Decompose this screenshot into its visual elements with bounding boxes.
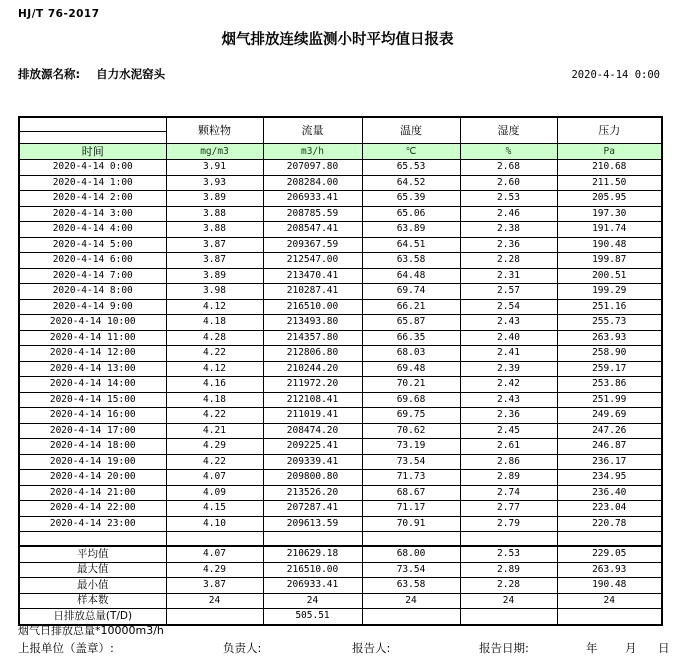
value-cell: 206933.41 — [263, 191, 362, 207]
value-cell: 2.57 — [460, 284, 557, 300]
summary-label-cell: 最小值 — [19, 578, 166, 594]
time-cell: 2020-4-14 4:00 — [19, 222, 166, 238]
time-cell: 2020-4-14 20:00 — [19, 470, 166, 486]
value-cell: 208474.20 — [263, 423, 362, 439]
spacer-row — [19, 532, 662, 547]
page-title: 烟气排放连续监测小时平均值日报表 — [221, 32, 454, 48]
value-cell: 2.42 — [460, 377, 557, 393]
value-cell: 63.58 — [362, 253, 460, 269]
value-cell: 4.12 — [166, 361, 263, 377]
summary-label-cell: 样本数 — [19, 593, 166, 609]
table-row — [19, 516, 662, 532]
header-blank-bottom-cell — [19, 132, 166, 144]
table-row — [19, 377, 662, 393]
value-cell: 236.40 — [557, 485, 662, 501]
summary-value-cell: 4.07 — [166, 546, 263, 562]
value-cell: 211019.41 — [263, 408, 362, 424]
col-header-particulate: 颗粒物 — [166, 117, 263, 144]
value-cell: 2.39 — [460, 361, 557, 377]
value-cell: 2.45 — [460, 423, 557, 439]
value-cell: 200.51 — [557, 268, 662, 284]
value-cell: 199.29 — [557, 284, 662, 300]
value-cell: 253.86 — [557, 377, 662, 393]
summary-value-cell: 73.54 — [362, 562, 460, 578]
value-cell: 209339.41 — [263, 454, 362, 470]
source-name: 自力水泥窑头 — [96, 67, 166, 81]
summary-value-cell: 3.87 — [166, 578, 263, 594]
col-header-flow: 流量 — [263, 117, 362, 144]
summary-value-cell: 206933.41 — [263, 578, 362, 594]
summary-value-cell — [166, 609, 263, 625]
value-cell: 65.06 — [362, 206, 460, 222]
time-cell: 2020-4-14 19:00 — [19, 454, 166, 470]
table-row — [19, 315, 662, 331]
value-cell: 205.95 — [557, 191, 662, 207]
summary-value-cell — [460, 609, 557, 625]
table-row — [19, 454, 662, 470]
table-row — [19, 175, 662, 191]
time-cell: 2020-4-14 14:00 — [19, 377, 166, 393]
value-cell: 3.88 — [166, 206, 263, 222]
summary-row — [19, 578, 662, 594]
value-cell: 73.19 — [362, 439, 460, 455]
value-cell: 209800.80 — [263, 470, 362, 486]
value-cell: 209613.59 — [263, 516, 362, 532]
report-datetime: 2020-4-14 0:00 — [571, 69, 660, 81]
value-cell: 2.38 — [460, 222, 557, 238]
summary-value-cell — [557, 609, 662, 625]
value-cell: 64.48 — [362, 268, 460, 284]
summary-value-cell: 263.93 — [557, 562, 662, 578]
value-cell: 2.77 — [460, 501, 557, 517]
value-cell: 65.39 — [362, 191, 460, 207]
col-header-temperature: 温度 — [362, 117, 460, 144]
value-cell: 2.61 — [460, 439, 557, 455]
time-cell: 2020-4-14 7:00 — [19, 268, 166, 284]
value-cell: 211.50 — [557, 175, 662, 191]
value-cell: 4.21 — [166, 423, 263, 439]
value-cell: 2.79 — [460, 516, 557, 532]
value-cell: 4.10 — [166, 516, 263, 532]
value-cell: 210287.41 — [263, 284, 362, 300]
value-cell: 207097.80 — [263, 160, 362, 176]
table-row — [19, 439, 662, 455]
value-cell: 71.17 — [362, 501, 460, 517]
table-row — [19, 485, 662, 501]
table-row — [19, 346, 662, 362]
value-cell: 249.69 — [557, 408, 662, 424]
value-cell: 70.21 — [362, 377, 460, 393]
table-row — [19, 253, 662, 269]
time-cell: 2020-4-14 22:00 — [19, 501, 166, 517]
summary-value-cell: 68.00 — [362, 546, 460, 562]
summary-label-cell: 最大值 — [19, 562, 166, 578]
value-cell: 4.18 — [166, 315, 263, 331]
value-cell: 208284.00 — [263, 175, 362, 191]
month-label: 月 — [625, 641, 637, 655]
source-row — [18, 66, 660, 82]
value-cell: 2.43 — [460, 392, 557, 408]
standard-number: HJ/T 76-2017 — [18, 8, 100, 20]
table-row — [19, 237, 662, 253]
unit-temperature: ℃ — [362, 144, 460, 160]
time-cell: 2020-4-14 1:00 — [19, 175, 166, 191]
header-row-top — [19, 117, 662, 132]
value-cell: 247.26 — [557, 423, 662, 439]
unit-flow: m3/h — [263, 144, 362, 160]
time-cell: 2020-4-14 11:00 — [19, 330, 166, 346]
value-cell: 216510.00 — [263, 299, 362, 315]
table-row — [19, 470, 662, 486]
value-cell: 3.88 — [166, 222, 263, 238]
source-label: 排放源名称: — [18, 67, 81, 81]
value-cell: 70.91 — [362, 516, 460, 532]
value-cell: 4.22 — [166, 454, 263, 470]
time-cell: 2020-4-14 0:00 — [19, 160, 166, 176]
value-cell: 213493.80 — [263, 315, 362, 331]
summary-row — [19, 593, 662, 609]
time-cell: 2020-4-14 12:00 — [19, 346, 166, 362]
time-cell: 2020-4-14 6:00 — [19, 253, 166, 269]
value-cell: 2.31 — [460, 268, 557, 284]
value-cell: 63.89 — [362, 222, 460, 238]
value-cell: 223.04 — [557, 501, 662, 517]
table-row — [19, 222, 662, 238]
summary-value-cell: 505.51 — [263, 609, 362, 625]
time-cell: 2020-4-14 3:00 — [19, 206, 166, 222]
summary-value-cell: 2.53 — [460, 546, 557, 562]
table-row — [19, 268, 662, 284]
summary-value-cell: 24 — [460, 593, 557, 609]
summary-value-cell: 210629.18 — [263, 546, 362, 562]
time-cell: 2020-4-14 21:00 — [19, 485, 166, 501]
value-cell: 213470.41 — [263, 268, 362, 284]
signature-row — [0, 640, 675, 656]
value-cell: 4.18 — [166, 392, 263, 408]
time-cell: 2020-4-14 2:00 — [19, 191, 166, 207]
value-cell: 69.68 — [362, 392, 460, 408]
value-cell: 68.03 — [362, 346, 460, 362]
value-cell: 207287.41 — [263, 501, 362, 517]
value-cell: 4.22 — [166, 408, 263, 424]
table-row — [19, 501, 662, 517]
value-cell: 209225.41 — [263, 439, 362, 455]
time-cell: 2020-4-14 9:00 — [19, 299, 166, 315]
value-cell: 64.52 — [362, 175, 460, 191]
value-cell: 190.48 — [557, 237, 662, 253]
time-cell: 2020-4-14 8:00 — [19, 284, 166, 300]
value-cell: 212547.00 — [263, 253, 362, 269]
summary-value-cell: 24 — [166, 593, 263, 609]
value-cell: 2.74 — [460, 485, 557, 501]
value-cell: 2.54 — [460, 299, 557, 315]
report-unit-label: 上报单位（盖章）: — [18, 641, 114, 655]
value-cell: 208547.41 — [263, 222, 362, 238]
value-cell: 2.60 — [460, 175, 557, 191]
value-cell: 2.43 — [460, 315, 557, 331]
responsible-label: 负责人: — [223, 641, 262, 655]
value-cell: 66.21 — [362, 299, 460, 315]
value-cell: 4.09 — [166, 485, 263, 501]
value-cell: 220.78 — [557, 516, 662, 532]
value-cell: 210244.20 — [263, 361, 362, 377]
value-cell: 3.89 — [166, 268, 263, 284]
col-header-humidity: 湿度 — [460, 117, 557, 144]
summary-value-cell: 2.89 — [460, 562, 557, 578]
value-cell: 3.87 — [166, 253, 263, 269]
value-cell: 2.36 — [460, 408, 557, 424]
value-cell: 65.53 — [362, 160, 460, 176]
report-date-label: 报告日期: — [479, 641, 529, 655]
reporter-label: 报告人: — [352, 641, 391, 655]
value-cell: 213526.20 — [263, 485, 362, 501]
value-cell: 2.36 — [460, 237, 557, 253]
value-cell: 64.51 — [362, 237, 460, 253]
summary-label-cell: 平均值 — [19, 546, 166, 562]
time-cell: 2020-4-14 10:00 — [19, 315, 166, 331]
value-cell: 209367.59 — [263, 237, 362, 253]
value-cell: 68.67 — [362, 485, 460, 501]
header-blank-top-cell — [19, 117, 166, 132]
value-cell: 263.93 — [557, 330, 662, 346]
value-cell: 251.99 — [557, 392, 662, 408]
col-header-pressure: 压力 — [557, 117, 662, 144]
summary-label-cell: 日排放总量(T/D) — [19, 609, 166, 625]
table-row — [19, 408, 662, 424]
time-cell: 2020-4-14 5:00 — [19, 237, 166, 253]
total-emission-note: 烟气日排放总量*10000m3/h — [18, 624, 164, 637]
value-cell: 2.40 — [460, 330, 557, 346]
value-cell: 2.28 — [460, 253, 557, 269]
summary-value-cell — [362, 609, 460, 625]
value-cell: 236.17 — [557, 454, 662, 470]
value-cell: 3.89 — [166, 191, 263, 207]
value-cell: 4.22 — [166, 346, 263, 362]
table-row — [19, 160, 662, 176]
value-cell: 191.74 — [557, 222, 662, 238]
value-cell: 197.30 — [557, 206, 662, 222]
value-cell: 4.28 — [166, 330, 263, 346]
report-table — [18, 116, 663, 626]
unit-particulate: mg/m3 — [166, 144, 263, 160]
value-cell: 66.35 — [362, 330, 460, 346]
year-label: 年 — [586, 641, 598, 655]
value-cell: 255.73 — [557, 315, 662, 331]
value-cell: 4.12 — [166, 299, 263, 315]
value-cell: 65.87 — [362, 315, 460, 331]
value-cell: 69.74 — [362, 284, 460, 300]
value-cell: 73.54 — [362, 454, 460, 470]
value-cell: 259.17 — [557, 361, 662, 377]
value-cell: 69.48 — [362, 361, 460, 377]
summary-value-cell: 4.29 — [166, 562, 263, 578]
table-row — [19, 284, 662, 300]
table-row — [19, 361, 662, 377]
summary-value-cell: 24 — [362, 593, 460, 609]
value-cell: 246.87 — [557, 439, 662, 455]
time-cell: 2020-4-14 18:00 — [19, 439, 166, 455]
unit-row — [19, 144, 662, 160]
table-row — [19, 330, 662, 346]
summary-value-cell: 24 — [557, 593, 662, 609]
value-cell: 2.68 — [460, 160, 557, 176]
value-cell: 212806.80 — [263, 346, 362, 362]
value-cell: 2.46 — [460, 206, 557, 222]
summary-value-cell: 229.05 — [557, 546, 662, 562]
unit-pressure: Pa — [557, 144, 662, 160]
table-row — [19, 206, 662, 222]
value-cell: 258.90 — [557, 346, 662, 362]
value-cell: 70.62 — [362, 423, 460, 439]
value-cell: 4.16 — [166, 377, 263, 393]
summary-row — [19, 562, 662, 578]
time-cell: 2020-4-14 16:00 — [19, 408, 166, 424]
table-row — [19, 423, 662, 439]
value-cell: 2.89 — [460, 470, 557, 486]
value-cell: 4.29 — [166, 439, 263, 455]
value-cell: 211972.20 — [263, 377, 362, 393]
table-row — [19, 392, 662, 408]
unit-humidity: % — [460, 144, 557, 160]
summary-value-cell: 24 — [263, 593, 362, 609]
time-cell: 2020-4-14 17:00 — [19, 423, 166, 439]
time-cell: 2020-4-14 23:00 — [19, 516, 166, 532]
value-cell: 2.41 — [460, 346, 557, 362]
value-cell: 3.93 — [166, 175, 263, 191]
value-cell: 210.68 — [557, 160, 662, 176]
table-row — [19, 191, 662, 207]
value-cell: 69.75 — [362, 408, 460, 424]
time-cell: 2020-4-14 13:00 — [19, 361, 166, 377]
value-cell: 3.87 — [166, 237, 263, 253]
table-row — [19, 299, 662, 315]
value-cell: 3.98 — [166, 284, 263, 300]
value-cell: 4.07 — [166, 470, 263, 486]
value-cell: 212108.41 — [263, 392, 362, 408]
value-cell: 2.86 — [460, 454, 557, 470]
summary-value-cell: 2.28 — [460, 578, 557, 594]
value-cell: 251.16 — [557, 299, 662, 315]
value-cell: 4.15 — [166, 501, 263, 517]
summary-value-cell: 216510.00 — [263, 562, 362, 578]
value-cell: 3.91 — [166, 160, 263, 176]
value-cell: 214357.80 — [263, 330, 362, 346]
value-cell: 208785.59 — [263, 206, 362, 222]
day-label: 日 — [658, 641, 670, 655]
time-column-header: 时间 — [19, 144, 166, 160]
time-cell: 2020-4-14 15:00 — [19, 392, 166, 408]
value-cell: 199.87 — [557, 253, 662, 269]
value-cell: 2.53 — [460, 191, 557, 207]
summary-value-cell: 190.48 — [557, 578, 662, 594]
value-cell: 71.73 — [362, 470, 460, 486]
value-cell: 234.95 — [557, 470, 662, 486]
summary-value-cell: 63.58 — [362, 578, 460, 594]
summary-row — [19, 546, 662, 562]
